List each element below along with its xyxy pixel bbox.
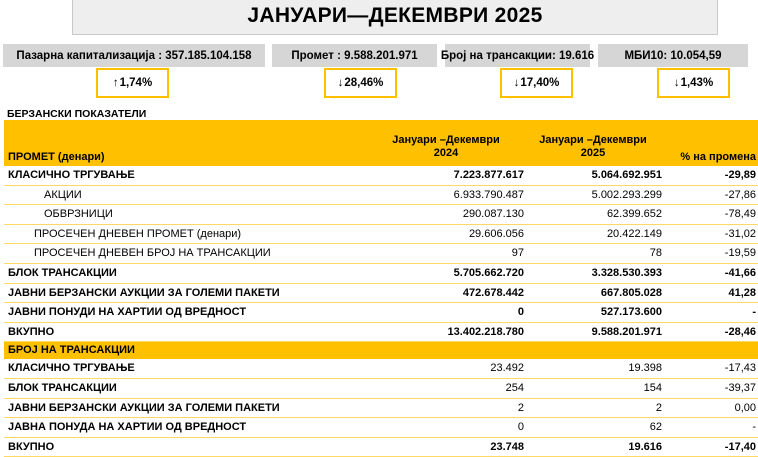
table-header-row xyxy=(4,120,758,166)
value-2024: 29.606.056 xyxy=(368,224,524,244)
row-label: КЛАСИЧНО ТРГУВАЊЕ xyxy=(4,166,368,185)
col-header-2024 xyxy=(368,120,524,166)
change-percent: -28,46 xyxy=(662,322,758,342)
stat-label: Промет : xyxy=(291,49,341,62)
change-percent: -41,66 xyxy=(662,263,758,283)
row-label: ЈАВНИ ПОНУДИ НА ХАРТИИ ОД ВРЕДНОСТ xyxy=(4,303,368,323)
value-2025: 78 xyxy=(524,244,662,264)
change-percent: 41,28 xyxy=(662,283,758,303)
row-label: ЈАВНА ПОНУДА НА ХАРТИИ ОД ВРЕДНОСТ xyxy=(4,418,368,438)
value-2024: 0 xyxy=(368,303,524,323)
value-2024: 97 xyxy=(368,244,524,264)
value-2025: 527.173.600 xyxy=(524,303,662,323)
row-label: ПРОСЕЧЕН ДНЕВЕН ПРОМЕТ (денари) xyxy=(4,224,368,244)
value-2025: 3.328.530.393 xyxy=(524,263,662,283)
stat-market-cap xyxy=(3,44,265,67)
section-header-cell xyxy=(524,342,662,360)
value-2024: 0 xyxy=(368,418,524,438)
value-2025: 5.002.293.299 xyxy=(524,185,662,205)
table-row xyxy=(4,185,758,205)
section-header-cell xyxy=(662,342,758,360)
row-label: ВКУПНО xyxy=(4,322,368,342)
col-header-2024-line2: 2024 xyxy=(433,147,459,159)
section-header-cell xyxy=(368,342,524,360)
section-title: БЕРЗАНСКИ ПОКАЗАТЕЛИ xyxy=(7,108,147,120)
value-2025: 667.805.028 xyxy=(524,283,662,303)
row-label: ПРОСЕЧЕН ДНЕВЕН БРОЈ НА ТРАНСАКЦИИ xyxy=(4,244,368,264)
change-percent: 0,00 xyxy=(662,398,758,418)
change-turnover xyxy=(324,68,397,98)
arrow-down-icon: ↓ xyxy=(673,77,680,89)
row-label: ЈАВНИ БЕРЗАНСКИ АУКЦИИ ЗА ГОЛЕМИ ПАКЕТИ xyxy=(4,398,368,418)
change-value: 17,40% xyxy=(520,77,560,89)
col-header-change: % на промена xyxy=(662,120,758,166)
value-2025: 154 xyxy=(524,378,662,398)
stat-value: 357.185.104.158 xyxy=(165,49,252,62)
value-2024: 23.748 xyxy=(368,437,524,457)
table-row xyxy=(4,418,758,438)
change-percent: -31,02 xyxy=(662,224,758,244)
change-mbi10 xyxy=(657,68,730,98)
table-row xyxy=(4,303,758,323)
value-2024: 23.492 xyxy=(368,359,524,378)
table-row xyxy=(4,378,758,398)
col-header-2024-line1: Јануари –Декември xyxy=(392,134,500,146)
change-percent: -17,43 xyxy=(662,359,758,378)
change-percent: -39,37 xyxy=(662,378,758,398)
value-2024: 2 xyxy=(368,398,524,418)
change-percent: -78,49 xyxy=(662,205,758,225)
col-header-2025 xyxy=(524,120,662,166)
change-market-cap xyxy=(96,68,169,98)
table-row xyxy=(4,437,758,457)
value-2025: 5.064.692.951 xyxy=(524,166,662,185)
row-label: БЛОК ТРАНСАКЦИИ xyxy=(4,378,368,398)
stat-label: МБИ10: xyxy=(624,49,668,62)
table-row xyxy=(4,359,758,378)
change-value: 1,74% xyxy=(119,77,153,89)
col-header-2025-line2: 2025 xyxy=(580,147,606,159)
value-2025: 20.422.149 xyxy=(524,224,662,244)
table-row xyxy=(4,283,758,303)
row-label: ОБВРЗНИЦИ xyxy=(4,205,368,225)
section-header-transactions: БРОЈ НА ТРАНСАКЦИИ xyxy=(4,342,368,360)
section-header-turnover: ПРОМЕТ (денари) xyxy=(4,120,368,166)
value-2024: 472.678.442 xyxy=(368,283,524,303)
table-row xyxy=(4,263,758,283)
indicators-table xyxy=(4,120,758,457)
row-label: ЈАВНИ БЕРЗАНСКИ АУКЦИИ ЗА ГОЛЕМИ ПАКЕТИ xyxy=(4,283,368,303)
value-2025: 2 xyxy=(524,398,662,418)
value-2024: 290.087.130 xyxy=(368,205,524,225)
table-row xyxy=(4,398,758,418)
value-2024: 7.223.877.617 xyxy=(368,166,524,185)
change-transactions xyxy=(500,68,573,98)
table-row xyxy=(4,244,758,264)
stat-value: 19.616 xyxy=(559,49,595,62)
row-label: КЛАСИЧНО ТРГУВАЊЕ xyxy=(4,359,368,378)
stat-mbi10 xyxy=(598,44,748,67)
value-2024: 254 xyxy=(368,378,524,398)
change-value: 28,46% xyxy=(344,77,384,89)
value-2025: 62.399.652 xyxy=(524,205,662,225)
arrow-down-icon: ↓ xyxy=(337,77,344,89)
value-2024: 13.402.218.780 xyxy=(368,322,524,342)
value-2024: 5.705.662.720 xyxy=(368,263,524,283)
row-label: АКЦИИ xyxy=(4,185,368,205)
stat-label: Пазарна капитализација : xyxy=(16,49,163,62)
change-percent: -29,89 xyxy=(662,166,758,185)
value-2025: 62 xyxy=(524,418,662,438)
change-percent: -19,59 xyxy=(662,244,758,264)
row-label: БЛОК ТРАНСАКЦИИ xyxy=(4,263,368,283)
change-percent: - xyxy=(662,418,758,438)
change-percent: -17,40 xyxy=(662,437,758,457)
value-2025: 9.588.201.971 xyxy=(524,322,662,342)
arrow-down-icon: ↓ xyxy=(513,77,520,89)
section-header-row xyxy=(4,342,758,360)
change-value: 1,43% xyxy=(680,77,714,89)
row-label: ВКУПНО xyxy=(4,437,368,457)
report-title: ЈАНУАРИ—ДЕКЕМВРИ 2025 xyxy=(247,4,543,27)
arrow-up-icon: ↑ xyxy=(112,77,119,89)
value-2024: 6.933.790.487 xyxy=(368,185,524,205)
table-row xyxy=(4,205,758,225)
col-header-2025-line1: Јануари –Декември xyxy=(539,134,647,146)
stat-turnover xyxy=(272,44,437,67)
stat-value: 10.054,59 xyxy=(670,49,722,62)
change-percent: -27,86 xyxy=(662,185,758,205)
report-title-bar xyxy=(72,0,718,35)
change-percent: - xyxy=(662,303,758,323)
stat-transactions xyxy=(440,44,595,67)
value-2025: 19.398 xyxy=(524,359,662,378)
table-row xyxy=(4,322,758,342)
stat-value: 9.588.201.971 xyxy=(344,49,418,62)
table-row xyxy=(4,166,758,185)
table-row xyxy=(4,224,758,244)
value-2025: 19.616 xyxy=(524,437,662,457)
stat-label: Број на трансакции: xyxy=(440,49,556,62)
